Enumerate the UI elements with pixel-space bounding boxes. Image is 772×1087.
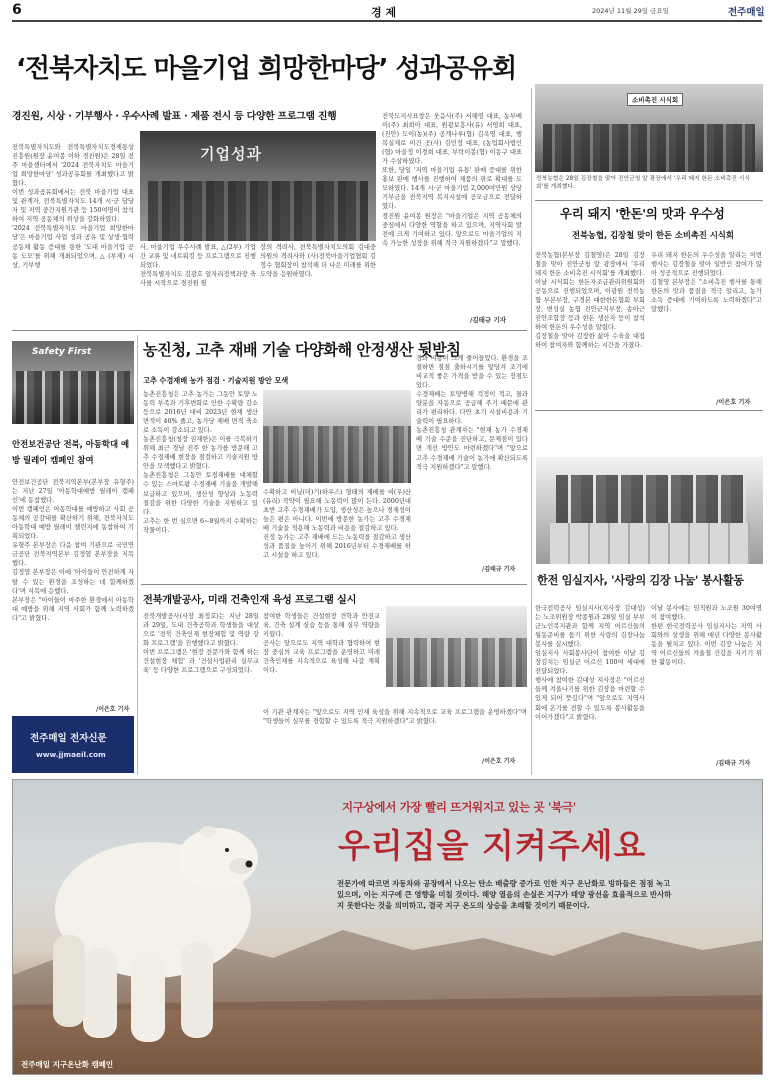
e-paper-ad-url: www.jjmaeil.com — [36, 750, 106, 759]
pepper-greenhouse-photo — [263, 390, 411, 483]
safety-body: 안전보건공단 전북지역본부(본부장 유형주)는 지난 27일 '아동학대예방 릴레이 캠페인'에 동참했다. 이번 캠페인은 아동학대를 예방하고 사회 공동체의 공감대를 확산하기 위해, 전북자치도 아동학대 예방 릴레이 챌린지에 동참하여 기획되었다. 유형주 본부장은 다음 참여 기관으로 국민연금공단 전북지역본부 김정엽 본부장을 지목했다. 김정엽 본부장은 이에 '아이들이 안전하게 자랄 수 있는 환경을 조성하는 데 함께하겠다'며 지목에 응했다. 본부장은 "아이들이 마주한 환경에서 아동학대 예방을 위해 지역 사회가 함께 노력하겠다"고 밝혔다. — [12, 479, 134, 622]
paper-name: 전주매일 — [728, 7, 765, 18]
top-story-subhead: 경진원, 시상 · 기부행사 · 우수사례 발표 · 제품 전시 등 다양한 프로그램 진행 — [12, 111, 337, 122]
top-story-photo — [140, 131, 376, 241]
pepper-rule — [141, 584, 527, 585]
kimchi-headline: 한전 임실지사, '사랑의 김장 나눔' 봉사활동 — [537, 574, 744, 587]
talent-headline: 전북개발공사, 미래 건축인재 육성 프로그램 실시 — [143, 595, 357, 606]
kimchi-byline: /김태규 기자 — [716, 760, 751, 767]
pork-rule — [535, 200, 763, 201]
safety-byline: /이은호 기자 — [96, 706, 130, 713]
climate-campaign-ad — [12, 779, 763, 1075]
class-desks — [386, 638, 527, 687]
top-story-col4: 전북도지사표창은 웃음사(주) 서해영 대표, 농부베이(주) 최희아 대표, 원광보흥사(유) 서영희 대표, (진안) 도이(농)(주) 공개나루(협) 김옥영 대표, 행복실제로 이건 곳(사) 김민정 대표, (농업회사법인(협) 마을정 이경희 대표, 부탁이봉(협) 이동구 대표가 수상하였다. 또한, 당일 '지역 마을기업 유통' 판매 증대를 위한 홍보 판매 행사를 진행하여 제품의 판로 확대를 도모하였다. 14개 시·군 마을기업 2,000여만원 상당 기부금을 전북지역 복지시설에 공모금으로 전달하였다. 경진원 윤여봉 원장은 "마을기업은 지역 공동체의 중심에서 다양한 역할을 하고 있으며, 지역사회 발전에 크게 기여하고 있다. 앞으로도 마을기업의 지속 가능한 성장을 위해 적극 지원하겠다"고 말했다. — [382, 113, 522, 247]
talent-class-photo — [386, 606, 527, 687]
pork-event-photo-banner: 소비촉진 시식회 — [627, 93, 683, 106]
top-story-headline: ‘전북자치도 마을기업 희망한마당’ 성과공유회 — [16, 54, 517, 84]
top-story-rule — [12, 330, 527, 331]
top-story-col2: 사, 마을기업 우수사례 발표, △(2부) 기업 간 교류 및 네트워킹 등 프로그램으로 진행되었다. 전북특별자치도 김광호 일자리정책과장 축사를 시작으로 경진원 원 — [140, 244, 256, 288]
talent-col1: 전북개발공사(사장 최정호)는 지난 28일과 29일, 도내 건축공학과 학생들을 대상으로 '전북 건축인재 현장체험 및 역량 강화 프로그램'을 진행했다고 밝혔다. 이번 프로그램은 '현장 전문가와 함께 하는 건설현장 체험' 과 '건설사업관리 실무교육' 등 다양한 프로그램으로 구성되었다. — [143, 613, 259, 675]
pork-byline: /이은호 기자 — [716, 399, 751, 406]
pepper-subhead: 고추 수경재배 농가 점검 · 기술지원 방안 모색 — [143, 376, 289, 385]
kimchi-col1: 한국전력공사 임실지사(지사장 김대성)는 노조위원장 박종원과 28일 임실 부부군노인복지관과 함께 지역 어르신들의 월동준비를 돕기 위한 사랑의 김장나눔 봉사를 실시했다. 임실지사 사회봉사단이 참여한 이날 김장김치는 임실군 어르신 100여 세대에 전달되었다. 행사에 참여한 김대성 지사장은 "어르신들께 겨울나기를 위한 김장을 마련할 수 있게 되어 뜻깊다"며 "앞으로도 지역사회에 온기를 전할 수 있도록 봉사활동을 이어가겠다"고 밝혔다. — [535, 605, 645, 721]
right-lower-divider — [531, 452, 532, 775]
talent-col3: 이 기관 관계자는 "앞으로도 지역 인재 육성을 위해 지속적으로 교육 프로그램을 운영하겠다"며 "학생들이 실무를 경험할 수 있도록 적극 지원하겠다"고 밝혔다. — [263, 709, 527, 726]
people-row — [148, 181, 368, 241]
kimchi-people-row — [556, 475, 746, 523]
top-story-col3: 장의 격려사, 전북특별자치도의회 김대중의원의 격려사와 (사)전북마을기업협회 김정수 협회장이 참석해 더 나은 미래를 위한 도약을 응원하였다. — [260, 244, 376, 279]
right-story-rule — [535, 410, 763, 411]
section-label: 경 제 — [371, 6, 397, 19]
kimchi-col2: 이날 봉사에는 임직원과 노조원 30여명이 참여했다. 한편 한국전력공사 임실지사는 지역 사회와의 상생을 위해 매년 다양한 봉사활동을 펼치고 있다. 이번 김장 나눔은 지역 어르신들의 겨울철 건강을 지키기 위한 활동이다. — [651, 605, 762, 667]
safety-headline: 안전보건공단 전북, 아동학대 예방 릴레이 캠페인 참여 — [12, 439, 130, 465]
campaign-text: 전문가에 따르면 자동차와 공장에서 나오는 탄소 배출량 증가로 인한 지구 온난화로 빙하들은 점점 녹고 있으며, 이는 지구에 큰 영향을 미칠 것이다. 해양 열음의 손실은 지구가 태양 광선을 효율적으로 반사하지 못한다는 것을 의미하고, 결국 지구 온도의 상승을 초래할 것이기 때문이다. — [337, 879, 672, 910]
page-number: 6 — [12, 2, 22, 18]
pork-people-row — [543, 124, 755, 172]
top-story-byline: /김태규 기자 — [470, 316, 507, 324]
pork-col1: 전북농협(본부장 김철영)은 28일 김장철을 맞아 진안군청 앞 광장에서 '우리 돼지 한돈 소비촉진 시식회'를 개최했다. 이날 시식회는 한돈자조금관리위원회와 공동으로 진행되었으며, 이광원 전북농협 부본부장, 구경본 대한한돈협회 부회장, 변성실 농협 진안군지부장, 송아근 진안조합장 등과 한돈 생산자 등이 참석하여 한돈의 우수성을 알렸다. 김장철을 맞아 김장한 삶아 수육을 대접하여 참여자와 함께하는 시간을 가졌다. — [535, 252, 645, 350]
e-paper-ad-title: 전주매일 전자신문 — [30, 733, 107, 744]
pork-event-photo — [535, 84, 763, 172]
e-paper-ad — [12, 716, 134, 773]
safety-photo-banner: Safety First — [32, 347, 92, 357]
talent-byline: /이은호 기자 — [482, 758, 516, 765]
top-story-col1: 전북특별자치도와 전북특별자치도경제통상진흥원(원장 윤여봉 이하 경진원)은 28일 전주 마을센터에서 '2024 전북자치도 마을기업 희망한마당' 성과공유회를 개최했다고 밝혔다. 이번 성과공유회에서는 전북 마을기업 대표 및 관계자, 전북특별자치도 14개 시·군 담당자 및 지역 중간지원기관 등 150여명이 참석하여 지역 공동체의 위상을 강화하였다. '2024 전북특별자치도 마을기업 희망한마당'은 마을기업 사업 성과 공유 및 상생·협력 공동체 활동 증대를 통한 '도내 마을기업 공동 도모'를 위해 개최되었으며, △ (부제) 시상, 기부행 — [12, 144, 134, 269]
left-column-divider — [137, 335, 138, 775]
campaign-title: 우리집을 지켜주세요 — [338, 826, 647, 865]
campaign-tagline: 지구상에서 가장 빨리 뜨거워지고 있는 곳 '북극' — [342, 800, 577, 814]
pepper-headline: 농진청, 고추 재배 기술 다양화해 안정생산 뒷받침 — [143, 341, 461, 359]
pepper-col3: 경과 비용이 크게 줄어들었다. 환경을 조절하면 점점 출하시기를 앞당겨 조기에 비교적 좋은 가격을 받을 수 있는 장점도 있다. 수경재배는 토양병해 걱정이 적고, 물과 양분을 자동으로 공급해 주기 때문에 관리가 편리하다. 다만 초기 시설비용과 기술력이 필요하다. 농촌진흥청 관계자는 "현재 농가 수경재배 기술 수준을 진단하고, 문제점이 있다면 개선 방안도 마련하겠다"며 "앞으로 고추 수경재배 기술이 농가에 확산되도록 적극 지원하겠다"고 말했다. — [416, 355, 528, 471]
pepper-col1: 농촌진흥청은 고추 농가는 그동안 토양 노동력 부족과 기후변화로 인한 수확량 감소 등으로 2016년 대비 2023년 현재 생산 면적이 40% 줄고, 농가당 재배 면적 축소로 소득이 감소되고 있다. 농촌진흥청(청장 권재한)은 이를 극복하기 위해 최근 경남 진주 한 농가를 방문해 고추 수경재배 현장을 점검하고 기술지원 방안을 모색했다고 밝혔다. 농촌진흥청은 그동안 토경재배를 대체할 수 있는 스마트팜 수경재배 기술을 개발해 보급하고 있으며, 생산성 향상과 노동력 절감을 위한 다양한 기술을 지원하고 있다. 고추는 한 번 심으면 6~8월까지 수확하는 작물이다. — [143, 391, 258, 534]
kimchi-boxes — [550, 523, 750, 564]
issue-date: 2024년 11월 29일 금요일 — [592, 7, 669, 15]
safety-people-row — [16, 371, 130, 424]
kimchi-volunteer-photo — [536, 457, 763, 564]
pepper-col2: 수확하고 비닐(미)기(하우스) 형태의 재배를 비(우)산(유리) 작약이 필요해 노동력이 많이 든다. 2000년대 초반 고추 수경재배가 도입, 생산성은 높으나 경제성이 높은 편은 아니다. 이번에 방문한 농가는 고추 수경재배 기술을 적용해 노동력과 비용을 절감하고 있다. 진정 농가는 고추 재배에 드는 노동력을 절감하고 생산성과 품질을 높이기 위해 2016년부터 수경재배를 하고 시설을 하고 있다. — [263, 489, 411, 560]
pork-col2: 우리 돼지 한돈의 우수성을 알리는 이번 행사는 김장철을 맞아 일반인 참여가 많아 성공적으로 진행되었다. 김철영 본부장은 "소비촉진 행사를 통해 한돈의 맛과 품질을 적극 알리고, 농가 소득 증대에 기여하도록 노력하겠다"고 말했다. — [651, 252, 762, 314]
safety-campaign-photo — [12, 341, 134, 424]
masthead-rule — [12, 20, 762, 22]
talent-col2: 참여한 학생들은 건설현장 견학과 안전교육, 건축 설계 실습 등을 통해 실무 역량을 키웠다. 공사는 앞으로도 지역 대학과 협력하여 현장 중심의 교육 프로그램을 운영하고 미래 건축인재를 지속적으로 육성해 나갈 계획이다. — [263, 613, 380, 675]
pork-photo-caption: 전북농협은 28일 김장철을 맞아 진안군청 앞 광장에서 '우리 돼지 한돈 소비촉진 시식회'를 개최했다. — [536, 176, 751, 191]
greenhouse-plants — [263, 426, 411, 483]
pork-subhead: 전북농협, 김장철 맞이 한돈 소비촉진 시식회 — [572, 230, 734, 240]
campaign-credit: 전주매일 지구온난화 캠페인 — [21, 1060, 114, 1069]
pepper-byline: /김태규 기자 — [482, 566, 516, 573]
pork-headline: 우리 돼지 '한돈'의 맛과 우수성 — [560, 206, 725, 221]
top-story-photo-banner: 기업성과 — [200, 145, 262, 163]
